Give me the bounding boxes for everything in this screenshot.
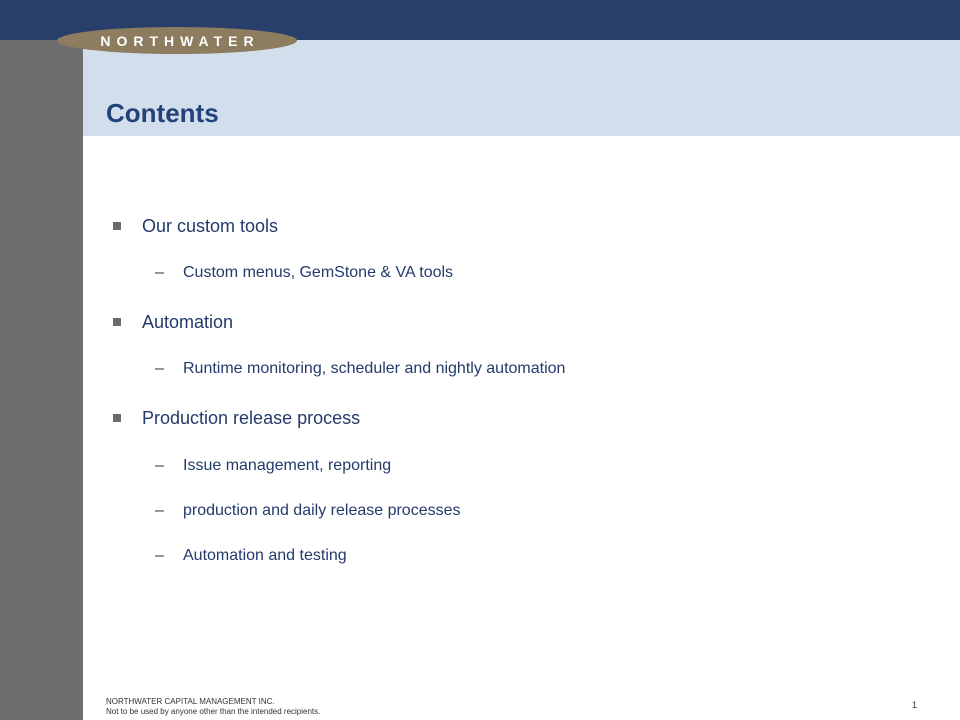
dash-icon: – bbox=[155, 502, 164, 519]
section-label: Our custom tools bbox=[142, 216, 279, 236]
dash-icon: – bbox=[155, 360, 164, 377]
footer-company: NORTHWATER CAPITAL MANAGEMENT INC. bbox=[106, 697, 275, 706]
page-title: Contents bbox=[106, 98, 219, 128]
logo-text: NORTHWATER bbox=[100, 32, 260, 49]
section-item-production-release bbox=[113, 407, 360, 429]
subitem-label: production and daily release processes bbox=[183, 502, 461, 519]
footer-disclaimer: Not to be used by anyone other than the intended recipients. bbox=[106, 707, 321, 716]
subitem-label: Automation and testing bbox=[183, 547, 347, 564]
subitem-runtime-monitoring bbox=[155, 359, 565, 379]
section-label: Production release process bbox=[142, 408, 361, 428]
dash-icon: – bbox=[155, 264, 164, 281]
section-label: Automation bbox=[142, 312, 234, 332]
subitem-issue-management bbox=[155, 456, 391, 476]
footer bbox=[106, 697, 320, 717]
square-bullet-icon bbox=[113, 318, 121, 326]
northwater-logo bbox=[57, 27, 297, 54]
page-number: 1 bbox=[912, 700, 918, 710]
subitem-label: Runtime monitoring, scheduler and nightly automation bbox=[183, 360, 566, 377]
subitem-label: Issue management, reporting bbox=[183, 457, 392, 474]
section-item-automation bbox=[113, 311, 233, 333]
subitem-custom-menus bbox=[155, 263, 453, 283]
square-bullet-icon bbox=[113, 222, 121, 230]
left-bar bbox=[0, 40, 83, 720]
subitem-release-processes bbox=[155, 501, 461, 521]
dash-icon: – bbox=[155, 547, 164, 564]
square-bullet-icon bbox=[113, 414, 121, 422]
subitem-automation-testing bbox=[155, 546, 347, 566]
subitem-label: Custom menus, GemStone & VA tools bbox=[183, 264, 454, 281]
dash-icon: – bbox=[155, 457, 164, 474]
section-item-custom-tools bbox=[113, 215, 278, 237]
